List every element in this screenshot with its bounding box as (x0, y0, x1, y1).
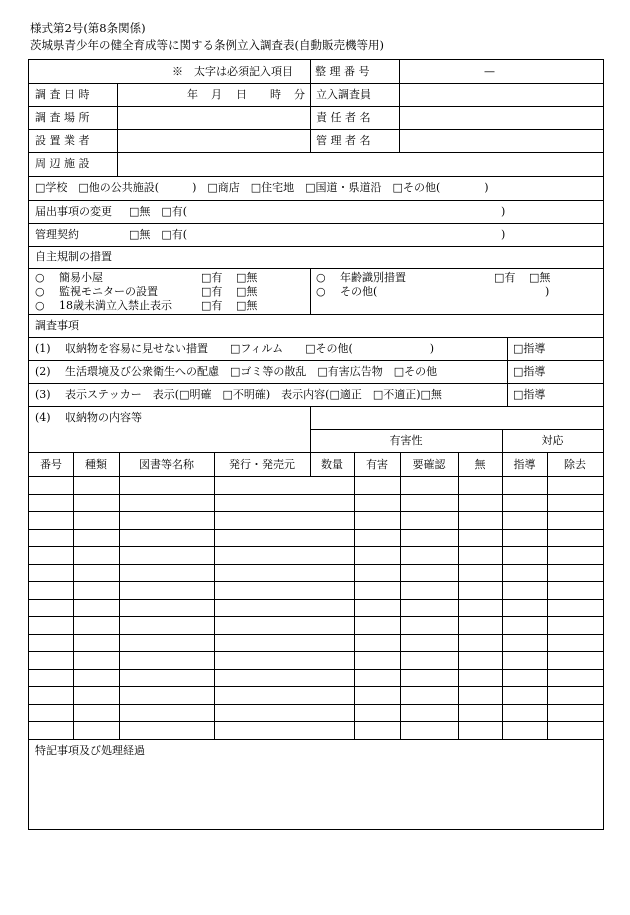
column-header: 発行・発売元 (229, 458, 295, 471)
self-reg-close: ) (545, 285, 550, 298)
row-divider (29, 314, 603, 315)
self-reg-no: □無 (236, 299, 258, 312)
self-reg-item: 簡易小屋 (59, 271, 103, 284)
col-divider (399, 60, 400, 153)
column-header: 有害 (366, 458, 388, 471)
survey-item-guide: □指導 (513, 342, 546, 355)
form-title: 茨城県青少年の健全育成等に関する条例立入調査表(自動販売機等用) (30, 38, 384, 52)
col-divider (507, 337, 508, 406)
self-reg-mark: ○ (35, 299, 45, 312)
survey-label: 調査事項 (35, 319, 79, 332)
col-divider (310, 60, 311, 153)
kanri-keiyaku-options: □無 □有( (129, 228, 188, 241)
self-reg-item: 監視モニターの設置 (59, 285, 158, 298)
col-divider (547, 452, 548, 739)
date-unit-hour: 時 (270, 88, 281, 101)
self-reg-item: その他( (340, 285, 378, 298)
survey-item-text: 生活環境及び公衆衛生への配慮 □ゴミ等の散乱 □有害広告物 □その他 (65, 365, 438, 378)
table-row-line (29, 651, 603, 652)
self-reg-no: □無 (236, 271, 258, 284)
self-reg-mark: ○ (35, 271, 45, 284)
self-reg-mark: ○ (35, 285, 45, 298)
surroundings-options: □学校 □他の公共施設( ) □商店 □住宅地 □国道・県道沿 □その他( ) (35, 181, 489, 194)
kanri-keiyaku-label: 管理契約 (35, 228, 79, 241)
todokede-options: □無 □有( (129, 205, 188, 218)
self-reg-yes: □有 (201, 299, 223, 312)
kanri-label: 管 理 者 名 (316, 134, 371, 147)
survey-item-num: (1) (35, 342, 51, 355)
table-row-line (29, 686, 603, 687)
self-reg-label: 自主規制の措置 (35, 250, 112, 263)
col-divider (117, 83, 118, 176)
shuhen-label: 周 辺 施 設 (35, 157, 90, 170)
table-row-line (29, 529, 603, 530)
kanri-keiyaku-close: ) (501, 228, 506, 241)
table-row-line (29, 581, 603, 582)
row-divider (29, 383, 603, 384)
column-header: 番号 (40, 458, 62, 471)
row-divider (29, 246, 603, 247)
required-note: ※ 太字は必須記入項目 (172, 65, 293, 78)
todokede-close: ) (501, 205, 506, 218)
self-reg-yes: □有 (201, 285, 223, 298)
row-divider (29, 268, 603, 269)
survey-item-text: 収納物を容易に見せない措置 □フィルム □その他( ) (65, 342, 435, 355)
col-divider (310, 268, 311, 314)
setchi-label: 設 置 業 者 (35, 134, 90, 147)
table-row-line (29, 599, 603, 600)
row-divider (29, 152, 603, 153)
date-unit-month: 月 (211, 88, 222, 101)
survey-item-guide: □指導 (513, 388, 546, 401)
table-row-line (29, 704, 603, 705)
self-reg-no: □無 (529, 271, 551, 284)
col-divider (73, 452, 74, 739)
column-header: 無 (474, 458, 486, 471)
date-unit-year: 年 (187, 88, 198, 101)
survey-form (28, 59, 604, 740)
survey-item-num: (3) (35, 388, 51, 401)
group-header-harmful: 有害性 (389, 434, 423, 447)
col-divider (458, 452, 459, 739)
row-divider (310, 429, 603, 430)
col-divider (119, 452, 120, 739)
column-header: 図書等名称 (139, 458, 194, 471)
column-header: 数量 (321, 458, 343, 471)
notes-label: 特記事項及び処理経過 (35, 744, 145, 757)
todokede-label: 届出事項の変更 (35, 205, 112, 218)
chosa-nichiji-label: 調 査 日 時 (35, 88, 90, 101)
row-divider (29, 337, 603, 338)
self-reg-yes: □有 (201, 271, 223, 284)
column-header: 要確認 (412, 458, 446, 471)
row-divider (29, 129, 603, 130)
self-reg-mark: ○ (316, 285, 326, 298)
column-header: 指導 (513, 458, 536, 471)
row-divider (29, 406, 603, 407)
column-header: 種類 (85, 458, 107, 471)
row-divider (29, 106, 603, 107)
row-divider (29, 452, 603, 453)
tachiiri-label: 立入調査員 (316, 88, 371, 101)
seiri-bango-value: — (484, 65, 495, 78)
self-reg-no: □無 (236, 285, 258, 298)
chosa-basho-label: 調 査 場 所 (35, 111, 90, 124)
survey-item-text: 収納物の内容等 (65, 411, 142, 424)
row-divider (29, 176, 603, 177)
row-divider (29, 83, 603, 84)
table-row-line (29, 494, 603, 495)
survey-item-guide: □指導 (513, 365, 546, 378)
group-header-response: 対応 (541, 434, 564, 447)
date-unit-minute: 分 (294, 88, 305, 101)
col-divider (502, 429, 503, 739)
self-reg-yes: □有 (494, 271, 516, 284)
row-divider (29, 223, 603, 224)
notes-box[interactable] (28, 739, 604, 830)
table-row-line (29, 721, 603, 722)
column-header: 除去 (564, 458, 586, 471)
table-row-line (29, 634, 603, 635)
form-number: 様式第2号(第8条関係) (30, 21, 146, 35)
survey-item-text: 表示ステッカー 表示(□明確 □不明確) 表示内容(□適正 □不適正)□無 (65, 388, 442, 401)
self-reg-mark: ○ (316, 271, 326, 284)
survey-item-num: (2) (35, 365, 51, 378)
date-unit-day: 日 (236, 88, 247, 101)
table-row-line (29, 546, 603, 547)
sekinin-label: 責 任 者 名 (316, 111, 371, 124)
row-divider (29, 200, 603, 201)
col-divider (354, 452, 355, 739)
self-reg-item: 年齢識別措置 (340, 271, 406, 284)
survey-item-num: (4) (35, 411, 51, 424)
table-row-line (29, 616, 603, 617)
row-divider (29, 360, 603, 361)
table-row-line (29, 669, 603, 670)
col-divider (400, 452, 401, 739)
row-divider (29, 476, 603, 477)
seiri-bango-label: 整 理 番 号 (315, 65, 370, 78)
table-row-line (29, 511, 603, 512)
col-divider (214, 452, 215, 739)
table-row-line (29, 564, 603, 565)
self-reg-item: 18歳未満立入禁止表示 (59, 299, 172, 312)
